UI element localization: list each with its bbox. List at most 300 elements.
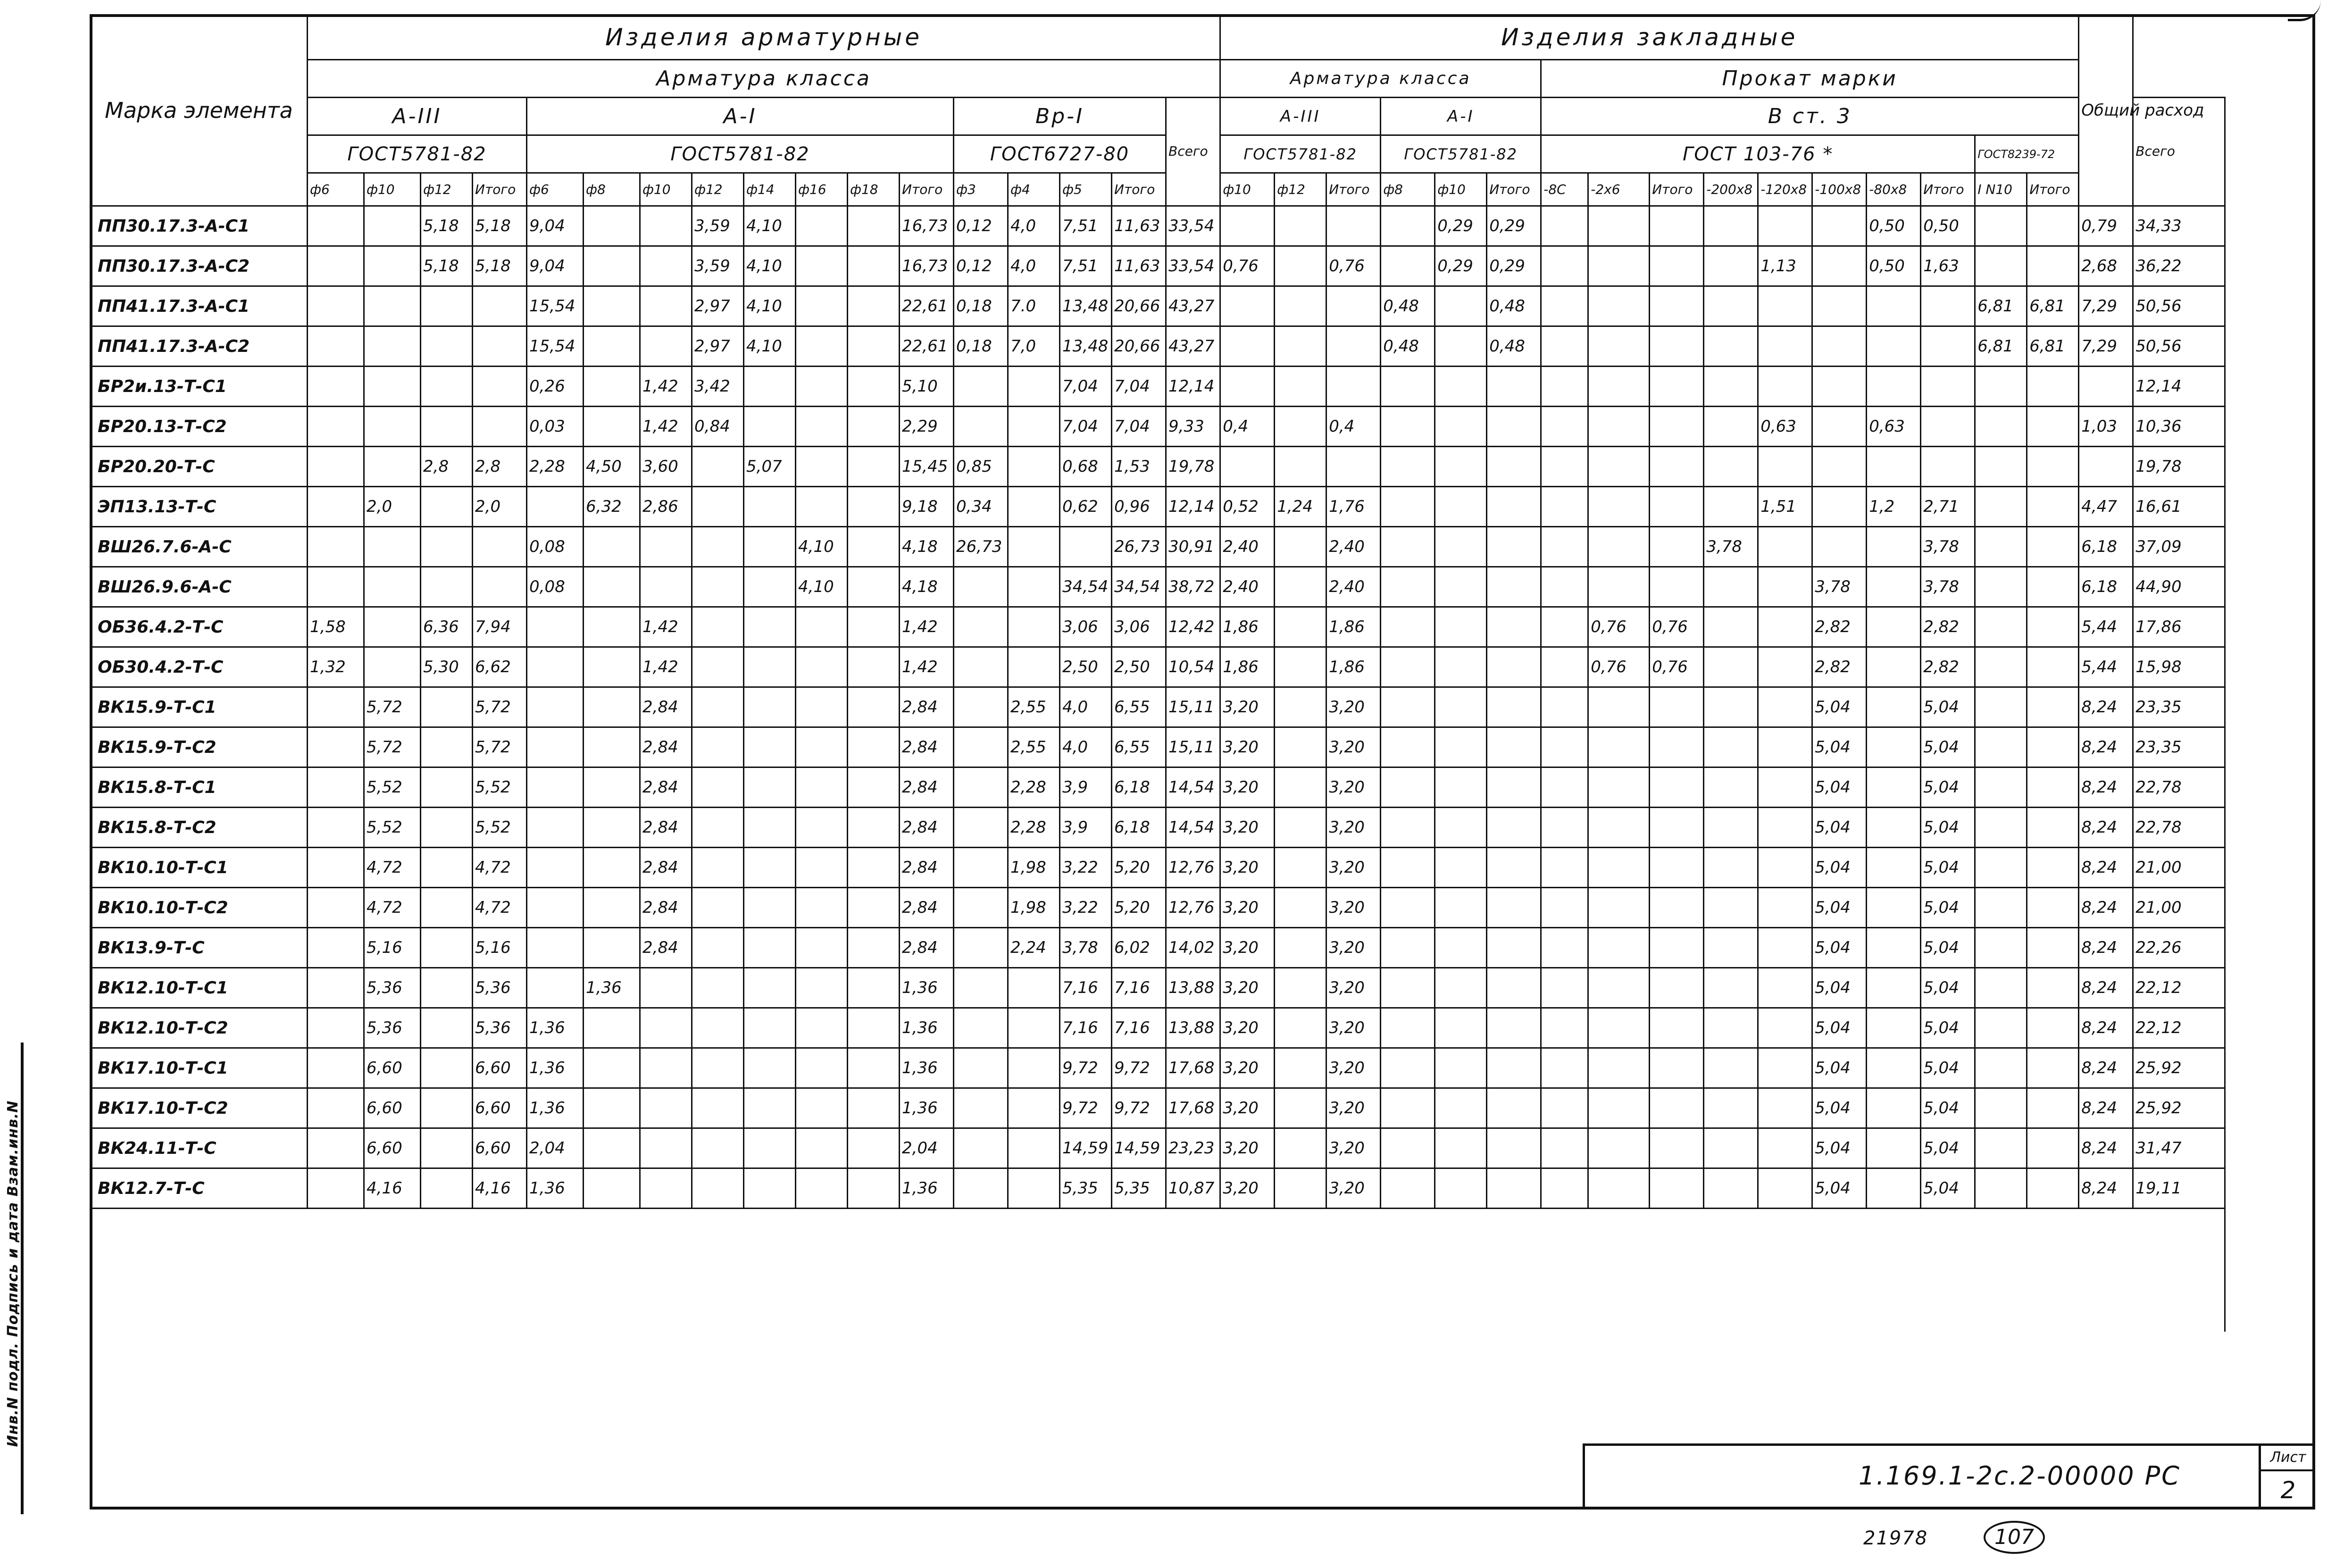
- table-cell: 6,32: [584, 487, 640, 527]
- table-cell: 9,72: [1060, 1048, 1112, 1088]
- table-cell: 2,40: [1220, 527, 1275, 567]
- table-cell: 1,42: [640, 407, 692, 447]
- table-cell: 15,98: [2133, 647, 2225, 687]
- sub-header: ф14: [744, 173, 796, 206]
- table-cell: 11,63: [1112, 246, 1166, 286]
- table-cell: 30,91: [1166, 527, 1220, 567]
- table-cell: 15,11: [1166, 727, 1220, 767]
- table-cell: 0,96: [1112, 487, 1166, 527]
- table-cell: 0,63: [1867, 407, 1921, 447]
- table-cell: 3,78: [1060, 928, 1112, 968]
- table-cell: 0,08: [527, 527, 584, 567]
- table-cell: 6,36: [421, 607, 473, 647]
- table-cell: 0,4: [1220, 407, 1275, 447]
- table-cell: 5,04: [1921, 1168, 1975, 1209]
- table-cell: 5,18: [421, 206, 473, 246]
- table-cell: 31,47: [2133, 1128, 2225, 1168]
- table-cell: 1,36: [900, 1048, 954, 1088]
- table-cell: 6,18: [1112, 767, 1166, 808]
- table-cell: 5,18: [473, 246, 527, 286]
- table-cell: 5,52: [364, 808, 421, 848]
- table-cell: 26,73: [954, 527, 1008, 567]
- table-cell: 9,04: [527, 206, 584, 246]
- table-cell: 2,40: [1326, 567, 1381, 607]
- table-cell: 38,72: [1166, 567, 1220, 607]
- table-cell: 5,52: [364, 767, 421, 808]
- embed-total-header: Всего: [2133, 98, 2225, 206]
- table-cell: 9,18: [900, 487, 954, 527]
- sub-header: ф12: [1275, 173, 1326, 206]
- table-cell: 9,72: [1112, 1048, 1166, 1088]
- table-cell: 23,35: [2133, 687, 2225, 727]
- table-cell: 7,29: [2079, 286, 2133, 326]
- table-cell: 9,72: [1112, 1088, 1166, 1128]
- table-cell: 8,24: [2079, 968, 2133, 1008]
- table-cell: 5,04: [1921, 808, 1975, 848]
- table-cell: 5,04: [1812, 808, 1867, 848]
- table-cell: 21,00: [2133, 888, 2225, 928]
- table-cell: 3,20: [1326, 1048, 1381, 1088]
- table-cell: 4,10: [796, 567, 848, 607]
- table-cell: 5,04: [1921, 1048, 1975, 1088]
- table-cell: 5,04: [1812, 928, 1867, 968]
- sub-header: Итого: [1921, 173, 1975, 206]
- table-cell: 5,04: [1921, 727, 1975, 767]
- table-cell: 17,86: [2133, 607, 2225, 647]
- table-cell: 5,04: [1921, 968, 1975, 1008]
- table-cell: 14,59: [1060, 1128, 1112, 1168]
- table-cell: 0,79: [2079, 206, 2133, 246]
- table-cell: 3,20: [1326, 727, 1381, 767]
- table-cell: 5,36: [473, 1008, 527, 1048]
- table-cell: 3,20: [1326, 968, 1381, 1008]
- table-cell: 1,2: [1867, 487, 1921, 527]
- table-cell: 22,26: [2133, 928, 2225, 968]
- table-cell: 25,92: [2133, 1048, 2225, 1088]
- table-cell: 2,8: [473, 447, 527, 487]
- table-cell: 7,04: [1112, 407, 1166, 447]
- table-cell: 5,44: [2079, 607, 2133, 647]
- table-cell: 2,50: [1060, 647, 1112, 687]
- table-cell: 1,36: [527, 1048, 584, 1088]
- table-cell: 7,16: [1060, 1008, 1112, 1048]
- table-cell: 5,04: [1921, 687, 1975, 727]
- gost-embed-a3-header: ГОСТ5781-82: [1220, 135, 1381, 173]
- table-cell: 12,14: [2133, 367, 2225, 407]
- element-mark: ВК13.9-Т-С: [91, 928, 308, 968]
- table-cell: 2,82: [1812, 647, 1867, 687]
- table-cell: 6,60: [473, 1048, 527, 1088]
- table-cell: 5,04: [1921, 1088, 1975, 1128]
- table-cell: 14,54: [1166, 808, 1220, 848]
- table-cell: 1,86: [1326, 607, 1381, 647]
- sub-header: Итого: [473, 173, 527, 206]
- table-cell: 0,52: [1220, 487, 1275, 527]
- table-cell: 1,36: [527, 1168, 584, 1209]
- table-cell: 3,22: [1060, 888, 1112, 928]
- table-cell: 34,54: [1060, 567, 1112, 607]
- table-cell: 4,10: [796, 527, 848, 567]
- sub-header: Итого: [1112, 173, 1166, 206]
- table-cell: 4,18: [900, 527, 954, 567]
- sub-header: -120х8: [1758, 173, 1812, 206]
- table-cell: 20,66: [1112, 286, 1166, 326]
- table-cell: 3,42: [692, 367, 744, 407]
- table-cell: 8,24: [2079, 848, 2133, 888]
- table-cell: 3,78: [1812, 567, 1867, 607]
- table-cell: 0,29: [1487, 206, 1541, 246]
- table-cell: 4,72: [364, 888, 421, 928]
- table-cell: 0,4: [1326, 407, 1381, 447]
- element-mark: ВК15.8-Т-С1: [91, 767, 308, 808]
- table-cell: 0,68: [1060, 447, 1112, 487]
- table-cell: 0,12: [954, 246, 1008, 286]
- table-cell: 5,04: [1812, 1008, 1867, 1048]
- table-cell: 8,24: [2079, 888, 2133, 928]
- table-cell: 3,60: [640, 447, 692, 487]
- table-cell: 2,50: [1112, 647, 1166, 687]
- table-cell: 5,04: [1812, 1128, 1867, 1168]
- table-cell: 3,06: [1060, 607, 1112, 647]
- table-cell: 3,59: [692, 246, 744, 286]
- table-cell: 3,20: [1220, 767, 1275, 808]
- table-cell: 5,20: [1112, 848, 1166, 888]
- table-cell: 1,36: [900, 1088, 954, 1128]
- table-cell: 3,78: [1921, 567, 1975, 607]
- table-cell: 4,10: [744, 326, 796, 367]
- table-cell: 25,92: [2133, 1088, 2225, 1128]
- table-cell: 2,86: [640, 487, 692, 527]
- table-cell: 8,24: [2079, 808, 2133, 848]
- table-cell: 2,82: [1812, 607, 1867, 647]
- table-cell: 9,33: [1166, 407, 1220, 447]
- table-cell: 2,28: [1008, 767, 1060, 808]
- table-cell: 1,58: [308, 607, 364, 647]
- table-cell: 14,02: [1166, 928, 1220, 968]
- table-cell: 5,36: [364, 1008, 421, 1048]
- table-cell: 5,18: [473, 206, 527, 246]
- table-cell: 6,60: [364, 1088, 421, 1128]
- table-cell: 5,72: [364, 727, 421, 767]
- table-cell: 5,10: [900, 367, 954, 407]
- gost-embed-a1-header: ГОСТ5781-82: [1381, 135, 1541, 173]
- table-cell: 8,24: [2079, 767, 2133, 808]
- table-cell: 2,84: [640, 808, 692, 848]
- binding-strip: [0, 1043, 24, 1514]
- table-cell: 22,12: [2133, 968, 2225, 1008]
- table-cell: 3,20: [1326, 848, 1381, 888]
- table-cell: 33,54: [1166, 246, 1220, 286]
- table-cell: 2,29: [900, 407, 954, 447]
- table-cell: 0,03: [527, 407, 584, 447]
- table-cell: 23,23: [1166, 1128, 1220, 1168]
- element-mark: ВК10.10-Т-С1: [91, 848, 308, 888]
- table-cell: 0,76: [1650, 607, 1704, 647]
- gost-a1-header: ГОСТ5781-82: [527, 135, 954, 173]
- document-code: 1.169.1-2с.2-00000 РС: [1859, 1461, 2181, 1491]
- reinf-group-header: Изделия арматурные: [308, 15, 1220, 60]
- binding-strip-text: Инв.N подл. Подпись и дата Взам.инв.N: [5, 1100, 21, 1447]
- table-cell: 13,48: [1060, 326, 1112, 367]
- element-mark: ВК15.9-Т-С1: [91, 687, 308, 727]
- table-cell: 1,32: [308, 647, 364, 687]
- table-cell: 8,24: [2079, 1088, 2133, 1128]
- sub-header: -2х6: [1588, 173, 1650, 206]
- table-cell: 6,60: [364, 1048, 421, 1088]
- table-cell: 22,61: [900, 286, 954, 326]
- table-cell: 0,48: [1381, 286, 1435, 326]
- element-mark: ВК12.10-Т-С2: [91, 1008, 308, 1048]
- sub-header: Итого: [1650, 173, 1704, 206]
- table-cell: 7,16: [1112, 1008, 1166, 1048]
- sub-header: ф5: [1060, 173, 1112, 206]
- table-cell: 1,98: [1008, 848, 1060, 888]
- table-cell: 8,24: [2079, 928, 2133, 968]
- element-mark: БР2и.13-Т-С1: [91, 367, 308, 407]
- table-cell: 1,76: [1326, 487, 1381, 527]
- table-cell: 23,35: [2133, 727, 2225, 767]
- table-cell: 8,24: [2079, 1008, 2133, 1048]
- table-cell: 0,26: [527, 367, 584, 407]
- table-cell: 3,78: [1921, 527, 1975, 567]
- sub-header: I N10: [1975, 173, 2027, 206]
- sub-header: ф6: [308, 173, 364, 206]
- element-mark: ОБ30.4.2-Т-С: [91, 647, 308, 687]
- table-cell: 6,81: [1975, 326, 2027, 367]
- table-cell: 6,60: [364, 1128, 421, 1168]
- gost-vr-header: ГОСТ6727-80: [954, 135, 1166, 173]
- inventory-number: 21978: [1863, 1527, 1928, 1549]
- table-cell: 5,04: [1921, 888, 1975, 928]
- table-cell: 14,59: [1112, 1128, 1166, 1168]
- table-cell: 1,36: [527, 1008, 584, 1048]
- table-cell: 8,24: [2079, 1128, 2133, 1168]
- embed-group-header: Изделия закладные: [1220, 15, 2079, 60]
- table-cell: 1,42: [640, 607, 692, 647]
- table-cell: 3,9: [1060, 808, 1112, 848]
- table-cell: 12,14: [1166, 487, 1220, 527]
- table-cell: 1,42: [640, 647, 692, 687]
- table-cell: 34,54: [1112, 567, 1166, 607]
- table-cell: 3,20: [1220, 968, 1275, 1008]
- table-cell: 5,04: [1921, 767, 1975, 808]
- table-cell: 0,48: [1487, 286, 1541, 326]
- table-cell: 14,54: [1166, 767, 1220, 808]
- sub-header: ф3: [954, 173, 1008, 206]
- table-cell: 1,42: [900, 647, 954, 687]
- rolled-grade-header: Прокат марки: [1541, 60, 2079, 98]
- table-cell: 6,81: [2027, 326, 2079, 367]
- table-cell: 4,0: [1008, 206, 1060, 246]
- sub-header: -8С: [1541, 173, 1588, 206]
- table-cell: 16,73: [900, 246, 954, 286]
- table-cell: 13,88: [1166, 968, 1220, 1008]
- table-cell: 22,78: [2133, 808, 2225, 848]
- table-cell: 0,50: [1921, 206, 1975, 246]
- sub-header: ф16: [796, 173, 848, 206]
- table-cell: 3,59: [692, 206, 744, 246]
- sub-header: ф8: [584, 173, 640, 206]
- table-cell: 1,42: [640, 367, 692, 407]
- element-mark: ВК15.9-Т-С2: [91, 727, 308, 767]
- sub-header: Итого: [900, 173, 954, 206]
- element-mark: ЭП13.13-Т-С: [91, 487, 308, 527]
- sub-header: Итого: [1326, 173, 1381, 206]
- table-cell: 1,36: [900, 968, 954, 1008]
- table-cell: 2,40: [1220, 567, 1275, 607]
- table-cell: 5,04: [1812, 1048, 1867, 1088]
- gost-8239-header: ГОСТ8239-72: [1975, 135, 2079, 173]
- table-cell: 4,10: [744, 246, 796, 286]
- table-cell: 44,90: [2133, 567, 2225, 607]
- table-cell: 12,76: [1166, 888, 1220, 928]
- table-cell: 0,48: [1487, 326, 1541, 367]
- table-cell: 6,81: [2027, 286, 2079, 326]
- sub-header: Итого: [1487, 173, 1541, 206]
- table-cell: 6,81: [1975, 286, 2027, 326]
- table-cell: 5,16: [473, 928, 527, 968]
- table-cell: 11,63: [1112, 206, 1166, 246]
- steel-grade-header: В ст. 3: [1541, 98, 2079, 135]
- element-mark: ОБ36.4.2-Т-С: [91, 607, 308, 647]
- table-cell: 2,71: [1921, 487, 1975, 527]
- sub-header: ф12: [692, 173, 744, 206]
- table-cell: 1,51: [1758, 487, 1812, 527]
- table-cell: 5,30: [421, 647, 473, 687]
- element-mark: ПП30.17.3-А-С1: [91, 206, 308, 246]
- element-mark: ВК12.7-Т-С: [91, 1168, 308, 1209]
- table-cell: 5,04: [1921, 1008, 1975, 1048]
- table-cell: 50,56: [2133, 326, 2225, 367]
- table-cell: 0,76: [1650, 647, 1704, 687]
- table-cell: 5,72: [364, 687, 421, 727]
- table-cell: 2,28: [1008, 808, 1060, 848]
- table-cell: 0,76: [1326, 246, 1381, 286]
- table-cell: 4,16: [473, 1168, 527, 1209]
- table-cell: 37,09: [2133, 527, 2225, 567]
- element-mark: ВК17.10-Т-С2: [91, 1088, 308, 1128]
- table-cell: 0,85: [954, 447, 1008, 487]
- table-cell: 4,0: [1060, 727, 1112, 767]
- table-cell: 15,45: [900, 447, 954, 487]
- table-cell: 10,54: [1166, 647, 1220, 687]
- table-cell: 5,72: [473, 727, 527, 767]
- sub-header: ф10: [364, 173, 421, 206]
- table-cell: 9,04: [527, 246, 584, 286]
- element-mark: ВК15.8-Т-С2: [91, 808, 308, 848]
- table-cell: 4,50: [584, 447, 640, 487]
- table-cell: 5,04: [1812, 687, 1867, 727]
- table-cell: 5,04: [1921, 1128, 1975, 1168]
- table-cell: 43,27: [1166, 286, 1220, 326]
- table-cell: 3,20: [1220, 928, 1275, 968]
- table-cell: 5,04: [1812, 968, 1867, 1008]
- table-cell: 2,84: [640, 687, 692, 727]
- table-cell: 2,55: [1008, 687, 1060, 727]
- table-cell: 0,76: [1220, 246, 1275, 286]
- table-cell: 1,42: [900, 607, 954, 647]
- table-cell: 4,10: [744, 206, 796, 246]
- table-cell: 19,78: [1166, 447, 1220, 487]
- table-cell: 5,18: [421, 246, 473, 286]
- mark-header: Марка элемента: [91, 15, 308, 206]
- table-cell: 2,0: [364, 487, 421, 527]
- table-cell: 3,20: [1326, 1128, 1381, 1168]
- table-cell: 7,04: [1060, 367, 1112, 407]
- table-cell: 5,35: [1060, 1168, 1112, 1209]
- table-cell: 0,18: [954, 286, 1008, 326]
- sub-header: ф10: [1435, 173, 1487, 206]
- table-cell: 0,12: [954, 206, 1008, 246]
- table-cell: 7,94: [473, 607, 527, 647]
- title-block: [1583, 1443, 2315, 1510]
- table-cell: 7,16: [1060, 968, 1112, 1008]
- sheet-label: Лист: [2261, 1446, 2315, 1471]
- table-cell: 2,82: [1921, 647, 1975, 687]
- table-cell: 2,04: [900, 1128, 954, 1168]
- table-cell: 3,20: [1220, 848, 1275, 888]
- table-cell: 8,24: [2079, 1168, 2133, 1209]
- table-cell: 6,55: [1112, 727, 1166, 767]
- table-cell: 0,08: [527, 567, 584, 607]
- table-cell: 7,29: [2079, 326, 2133, 367]
- table-cell: 6,18: [1112, 808, 1166, 848]
- table-cell: 5,04: [1812, 1168, 1867, 1209]
- table-cell: 36,22: [2133, 246, 2225, 286]
- table-cell: 5,36: [473, 968, 527, 1008]
- table-cell: 1,53: [1112, 447, 1166, 487]
- table-cell: 3,20: [1220, 1088, 1275, 1128]
- embed-class-a3-header: А-III: [1220, 98, 1381, 135]
- table-cell: 5,04: [1812, 1088, 1867, 1128]
- table-cell: 2,84: [900, 687, 954, 727]
- table-cell: 26,73: [1112, 527, 1166, 567]
- sub-header: ф12: [421, 173, 473, 206]
- table-cell: 2,84: [640, 727, 692, 767]
- sub-header: Итого: [2027, 173, 2079, 206]
- table-cell: 3,20: [1326, 928, 1381, 968]
- table-cell: 1,36: [900, 1008, 954, 1048]
- embed-reinf-class-header: Арматура класса: [1220, 60, 1541, 98]
- format-mark: 107: [1984, 1521, 2045, 1554]
- table-cell: 8,24: [2079, 687, 2133, 727]
- table-cell: 6,62: [473, 647, 527, 687]
- sheet-number: 2: [2280, 1476, 2296, 1504]
- table-cell: 2,84: [640, 928, 692, 968]
- table-cell: 12,14: [1166, 367, 1220, 407]
- element-mark: БР20.20-Т-С: [91, 447, 308, 487]
- table-cell: 3,20: [1220, 1128, 1275, 1168]
- table-cell: 9,72: [1060, 1088, 1112, 1128]
- table-cell: 21,00: [2133, 848, 2225, 888]
- table-cell: 1,63: [1921, 246, 1975, 286]
- table-cell: 17,68: [1166, 1088, 1220, 1128]
- table-cell: 16,61: [2133, 487, 2225, 527]
- table-cell: 4,72: [364, 848, 421, 888]
- table-cell: 4,16: [364, 1168, 421, 1209]
- sub-header: -100х8: [1812, 173, 1867, 206]
- table-cell: 2,84: [640, 767, 692, 808]
- table-cell: 2,55: [1008, 727, 1060, 767]
- class-a1-header: А-I: [527, 98, 954, 135]
- table-cell: 4,72: [473, 848, 527, 888]
- table-cell: 5,04: [1921, 848, 1975, 888]
- table-cell: 5,44: [2079, 647, 2133, 687]
- table-cell: 3,20: [1326, 888, 1381, 928]
- table-cell: 0,50: [1867, 206, 1921, 246]
- sub-header: ф4: [1008, 173, 1060, 206]
- gost-a3-header: ГОСТ5781-82: [308, 135, 527, 173]
